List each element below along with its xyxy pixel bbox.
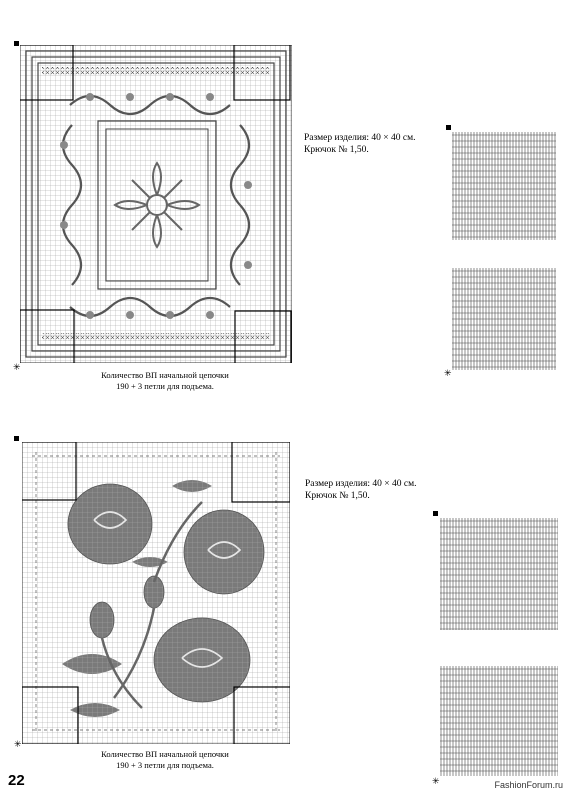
spec-1 — [304, 132, 415, 156]
page-number: 22 — [8, 772, 25, 789]
mini-start-marker-icon — [446, 125, 451, 130]
caption-2 — [80, 749, 250, 771]
stitch-diagram-1a — [452, 132, 556, 240]
filet-chart-2-graphic — [22, 442, 290, 744]
filet-chart-1 — [20, 45, 292, 363]
hook-line-2: Крючок № 1,50. — [305, 491, 370, 501]
start-marker-icon — [14, 41, 19, 46]
stitch-diagram-2b-graphic — [440, 666, 558, 776]
mini-end-marker-icon: ✳ — [444, 369, 452, 379]
caption-2-line-1: Количество ВП начальной цепочки — [101, 749, 229, 759]
caption-1-line-2: 190 + 3 петли для подъема. — [116, 381, 214, 391]
stitch-diagram-1b-graphic — [452, 268, 556, 370]
mini-end-marker-2-icon: ✳ — [432, 777, 440, 787]
stitch-diagram-2a-graphic — [440, 518, 558, 630]
mini-start-marker-2-icon — [433, 511, 438, 516]
caption-2-line-2: 190 + 3 петли для подъема. — [116, 760, 214, 770]
size-line-1: Размер изделия: 40 × 40 см. — [304, 133, 416, 143]
caption-1-line-1: Количество ВП начальной цепочки — [101, 370, 229, 380]
watermark: FashionForum.ru — [494, 780, 563, 790]
stitch-diagram-2b — [440, 666, 558, 776]
stitch-diagram-2a — [440, 518, 558, 630]
filet-chart-1-graphic — [20, 45, 292, 363]
end-marker-icon: ✳ — [13, 363, 21, 373]
end-marker-2-icon: ✳ — [14, 740, 22, 750]
size-line-2: Размер изделия: 40 × 40 см. — [305, 479, 417, 489]
caption-1 — [80, 370, 250, 392]
hook-line-1: Крючок № 1,50. — [304, 145, 369, 155]
filet-chart-2 — [22, 442, 290, 744]
stitch-diagram-1a-graphic — [452, 132, 556, 240]
spec-2 — [305, 478, 416, 502]
start-marker-2-icon — [14, 436, 19, 441]
stitch-diagram-1b — [452, 268, 556, 370]
